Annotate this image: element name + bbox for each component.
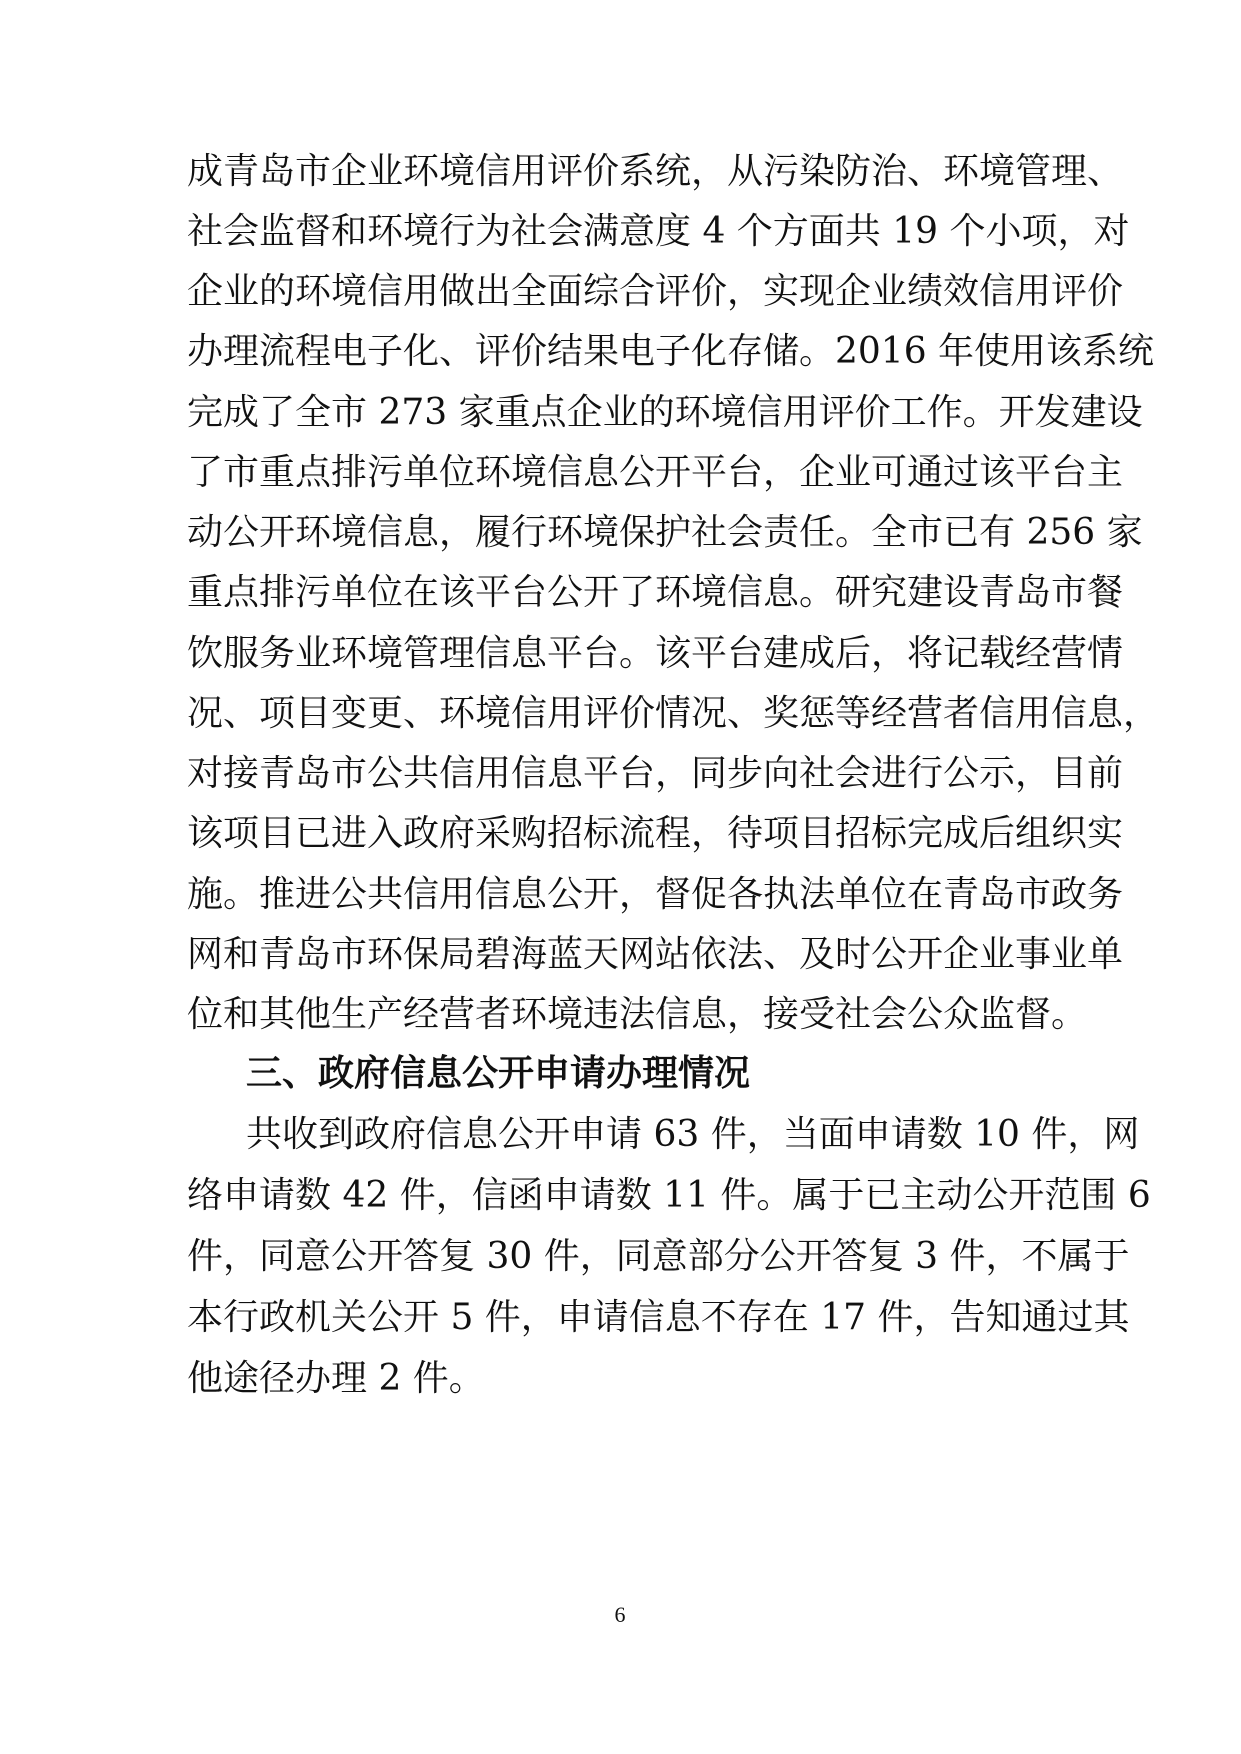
text-line: 对接青岛市公共信用信息平台，同步向社会进行公示，目前 [187,753,1124,794]
text-line: 动公开环境信息，履行环境保护社会责任。全市已有 256 家 [187,512,1143,553]
text-line: 络申请数 42 件，信函申请数 11 件。属于已主动公开范围 6 [187,1175,1151,1216]
text-line: 况、项目变更、环境信用评价情况、奖惩等经营者信用信息， [187,693,1160,734]
text-line: 办理流程电子化、评价结果电子化存储。2016 年使用该系统 [187,331,1155,372]
text-line: 共收到政府信息公开申请 63 件，当面申请数 10 件，网 [246,1114,1140,1155]
text-line: 重点排污单位在该平台公开了环境信息。研究建设青岛市餐 [187,572,1124,613]
text-line: 本行政机关公开 5 件，申请信息不存在 17 件，告知通过其 [187,1297,1130,1338]
text-line: 他途径办理 2 件。 [187,1358,485,1399]
text-line: 企业的环境信用做出全面综合评价，实现企业绩效信用评价 [187,271,1124,312]
text-line: 了市重点排污单位环境信息公开平台，企业可通过该平台主 [187,452,1124,493]
text-line: 网和青岛市环保局碧海蓝天网站依法、及时公开企业事业单 [187,934,1124,975]
text-line: 件，同意公开答复 30 件，同意部分公开答复 3 件，不属于 [187,1236,1130,1277]
text-line: 饮服务业环境管理信息平台。该平台建成后，将记载经营情 [187,633,1124,674]
page-number: 6 [614,1602,626,1627]
text-line: 成青岛市企业环境信用评价系统，从污染防治、环境管理、 [187,151,1124,192]
text-line: 该项目已进入政府采购招标流程，待项目招标完成后组织实 [187,813,1124,854]
text-line: 完成了全市 273 家重点企业的环境信用评价工作。开发建设 [187,392,1143,433]
section-heading: 三、政府信息公开申请办理情况 [246,1053,751,1094]
text-line: 位和其他生产经营者环境违法信息，接受社会公众监督。 [187,994,1088,1035]
text-line: 社会监督和环境行为社会满意度 4 个方面共 19 个小项，对 [187,211,1130,252]
text-line: 施。推进公共信用信息公开，督促各执法单位在青岛市政务 [187,874,1124,915]
